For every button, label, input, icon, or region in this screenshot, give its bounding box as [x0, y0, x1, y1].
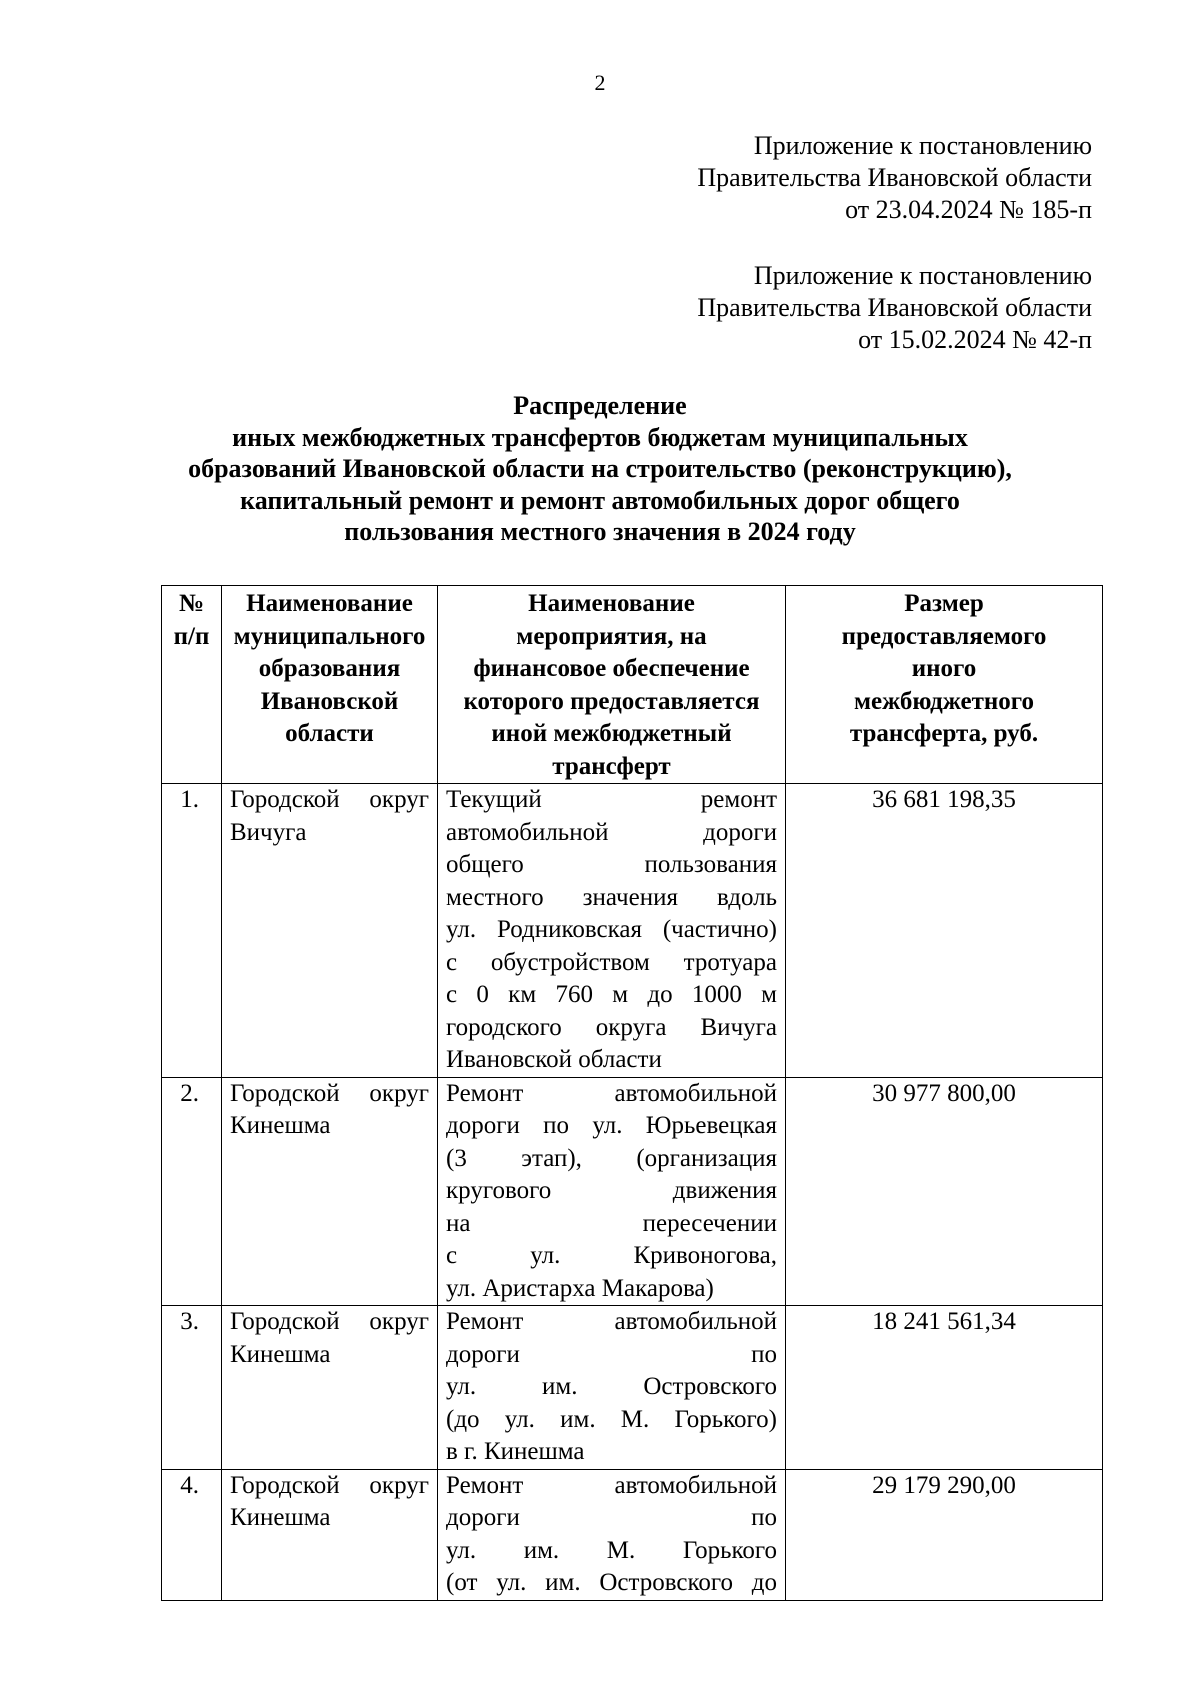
page-number: 2 — [594, 70, 606, 95]
table-row — [162, 1077, 1103, 1306]
transfers-table — [161, 585, 1103, 1601]
title-line: капитальный ремонт и ремонт автомобильных дорог общего — [240, 485, 960, 515]
title-line: иных межбюджетных трансфертов бюджетам муниципальных — [232, 422, 968, 452]
row-amount: 18 241 561,34 — [786, 1306, 1103, 1470]
document-title — [100, 390, 1100, 548]
row-amount: 36 681 198,35 — [786, 784, 1103, 1078]
header-num: № п/п — [162, 586, 222, 784]
row-amount: 29 179 290,00 — [786, 1469, 1103, 1600]
annex-date-number: от 23.04.2024 № 185-п — [845, 195, 1092, 224]
annex-line: Правительства Ивановской области — [697, 293, 1092, 322]
row-municipality: Городской округ Кинешма — [222, 1306, 438, 1470]
annex-line: Приложение к постановлению — [753, 131, 1092, 160]
annex-line: Правительства Ивановской области — [697, 163, 1092, 192]
header-municipality: Наименование муниципального образования Ивановской области — [222, 586, 438, 784]
row-amount: 30 977 800,00 — [786, 1077, 1103, 1306]
annex-line: Приложение к постановлению — [753, 261, 1092, 290]
header-amount: Размер предоставляемого иного межбюджетного трансферта, руб. — [786, 586, 1103, 784]
header-event: Наименование мероприятия, на финансовое обеспечение которого предоставляется иной межбюджетный трансферт — [438, 586, 786, 784]
annex-block-current — [697, 130, 1092, 226]
row-num: 2. — [162, 1077, 222, 1306]
row-event: Ремонт автомобильной дороги по ул. Юрьевецкая (3 этап), (организация кругового движения на пересечении с ул. Кривоногова, ул. Аристарха Макарова) — [438, 1077, 786, 1306]
title-line: Распределение — [513, 391, 687, 420]
row-event: Ремонт автомобильной дороги по ул. им. Островского (до ул. им. М. Горького) в г. Кинешма — [438, 1306, 786, 1470]
table-row — [162, 1469, 1103, 1600]
row-municipality: Городской округ Кинешма — [222, 1077, 438, 1306]
row-num: 1. — [162, 784, 222, 1078]
row-num: 3. — [162, 1306, 222, 1470]
annex-date-number: от 15.02.2024 № 42-п — [858, 325, 1092, 354]
annex-block-original — [697, 260, 1092, 356]
table-row — [162, 1306, 1103, 1470]
row-municipality: Городской округ Вичуга — [222, 784, 438, 1078]
title-line: образований Ивановской области на строительство (реконструкцию), — [188, 454, 1012, 483]
title-line: пользования местного значения в 2024 году — [344, 517, 856, 546]
row-event: Ремонт автомобильной дороги по ул. им. М. Горького (от ул. им. Островского до — [438, 1469, 786, 1600]
row-event: Текущий ремонт автомобильной дороги общего пользования местного значения вдоль ул. Родниковская (частично) с обустройством тротуара с 0 км 760 м до 1000 м городского округа Вичуга Ивановской области — [438, 784, 786, 1078]
table-header-row — [162, 586, 1103, 784]
table-row — [162, 784, 1103, 1078]
row-municipality: Городской округ Кинешма — [222, 1469, 438, 1600]
row-num: 4. — [162, 1469, 222, 1600]
